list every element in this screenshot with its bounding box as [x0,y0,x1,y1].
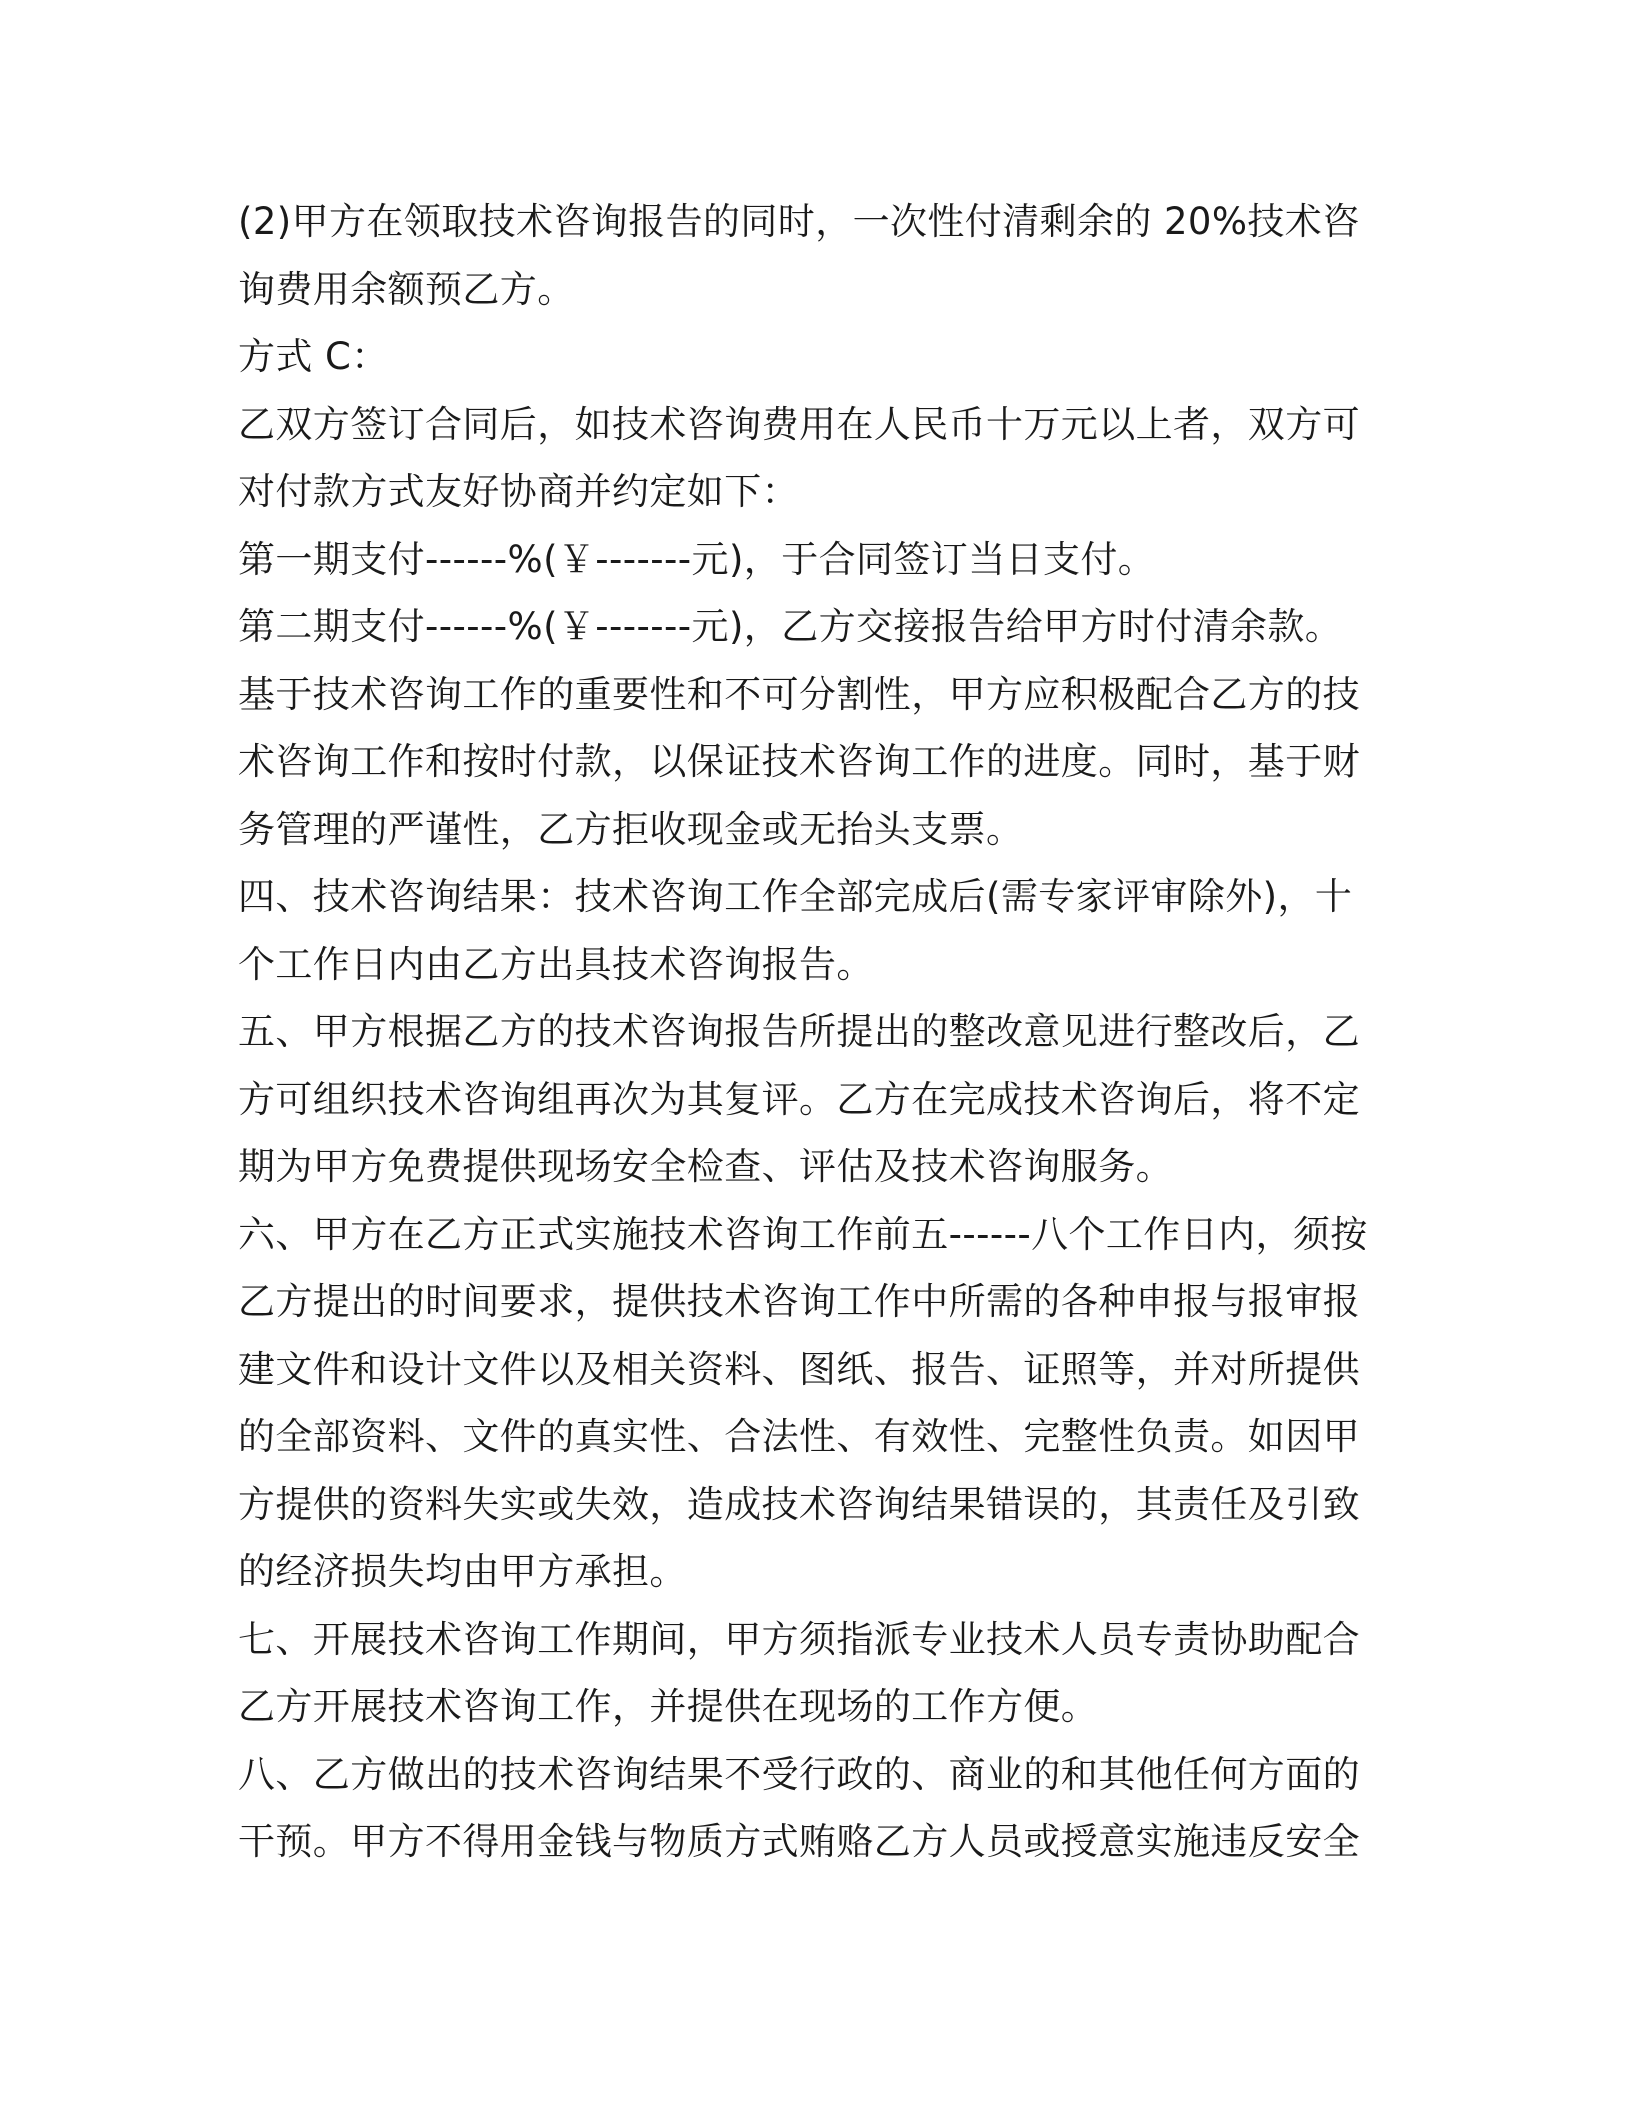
paragraph-first-installment: 第一期支付------%(￥-------元)，于合同签订当日支付。 [238,537,1156,581]
paragraph-clause-8-independence: 八、乙方做出的技术咨询结果不受行政的、商业的和其他任何方面的干预。甲方不得用金钱与物质方式贿赂乙方人员或授意实施违反安全 [238,1752,1360,1863]
paragraph-clause-6-materials: 六、甲方在乙方正式实施技术咨询工作前五------八个工作日内，须按乙方提出的时间要求，提供技术咨询工作中所需的各种申报与报审报建文件和设计文件以及相关资料、图纸、报告、证照等，并对所提供的全部资料、文件的真实性、合法性、有效性、完整性负责。如因甲方提供的资料失实或失效，造成技术咨询结果错误的，其责任及引致的经济损失均由甲方承担。 [238,1212,1368,1593]
paragraph-method-c-heading: 方式 C： [238,335,389,378]
paragraph-payment-cooperation: 基于技术咨询工作的重要性和不可分割性，甲方应积极配合乙方的技术咨询工作和按时付款，以保证技术咨询工作的进度。同时，基于财务管理的严谨性，乙方拒收现金或无抬头支票。 [238,672,1360,851]
document-body [238,188,1388,1876]
paragraph-clause-4-results: 四、技术咨询结果：技术咨询工作全部完成后(需专家评审除外)，十个工作日内由乙方出具技术咨询报告。 [238,875,1353,986]
paragraph-payment-b-item-2: (2)甲方在领取技术咨询报告的同时，一次性付清剩余的 20%技术咨询费用余额预乙方。 [238,200,1360,311]
paragraph-method-c-intro: 乙双方签订合同后，如技术咨询费用在人民币十万元以上者，双方可对付款方式友好协商并约定如下： [238,402,1360,513]
paragraph-clause-7-personnel: 七、开展技术咨询工作期间，甲方须指派专业技术人员专责协助配合乙方开展技术咨询工作，并提供在现场的工作方便。 [238,1617,1360,1728]
paragraph-clause-5-rectification: 五、甲方根据乙方的技术咨询报告所提出的整改意见进行整改后，乙方可组织技术咨询组再次为其复评。乙方在完成技术咨询后，将不定期为甲方免费提供现场安全检查、评估及技术咨询服务。 [238,1010,1360,1188]
paragraph-second-installment: 第二期支付------%(￥-------元)，乙方交接报告给甲方时付清余款。 [238,605,1343,648]
